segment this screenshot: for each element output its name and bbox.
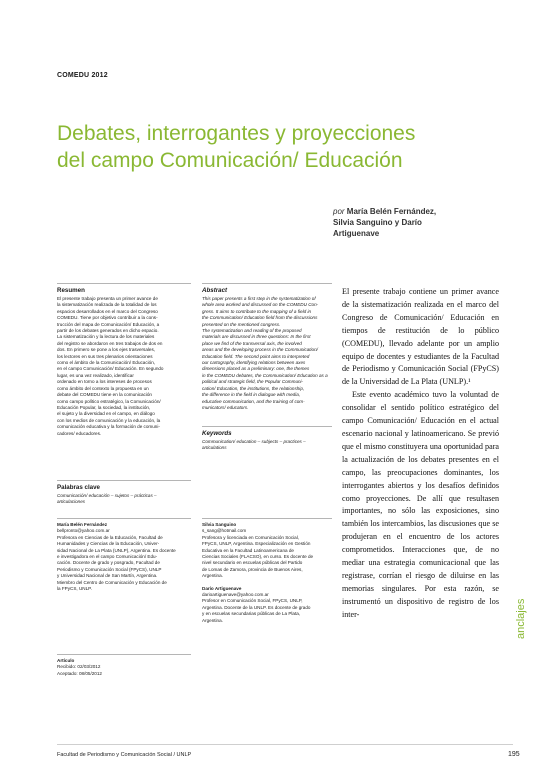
resumen-line: la sistematización realizada de la totalidad de los [57, 302, 157, 308]
palabras-text [57, 493, 195, 506]
abstract-line: presented on the mentioned congress. [202, 321, 281, 327]
author-left-line: Profesora en Ciencias de la Educación, Facultad de [57, 534, 163, 540]
articulo-section [57, 658, 195, 677]
author-left-line: y Universidad Nacional de San Martín, Argentina. [57, 573, 158, 579]
palabras-line: articulaciones [57, 499, 86, 505]
authors-prefix: por [333, 207, 345, 216]
abstract-line: The systematization and reading of the proposed [202, 328, 302, 334]
author-right-1-line: Profesora y licenciada en Comunicación Social, [202, 534, 300, 540]
resumen-line: debate del COMEDU tiene en la comunicación [57, 392, 152, 398]
resumen-line: como ámbito del contexto la propuesta en un [57, 385, 149, 391]
author-left-line: sidad Nacional de La Plata (UNLP), Argentina. Es docente [57, 547, 176, 553]
page-number: 195 [508, 751, 520, 758]
abstract-line: in the COMEDU debates, the Communication/ Education as a [202, 372, 328, 378]
author-right-1-line: nivel secundario en escuelas públicas del Partido [202, 560, 303, 566]
abstract-line: materials are discussed in three questions: In the first [202, 334, 311, 340]
author-right-1-line: FPyCS, UNLP, Argentina. Especialización en Gestión [202, 541, 311, 547]
footer-rule [57, 744, 513, 745]
articulo-heading: Artículo [57, 658, 75, 663]
authors-line-1: María Belén Fernández, [346, 207, 437, 216]
author-left-section [57, 522, 195, 592]
authors-line-3: Artiguenave [333, 229, 380, 238]
resumen-line: partir de los debates generados en dicho espacio. [57, 328, 159, 334]
authors-block [333, 206, 503, 239]
resumen-line: el sujeto y la diversidad en el campo, en diálogo [57, 411, 155, 417]
abstract-line: the difference in the field in dialogue with media, [202, 392, 301, 398]
resumen-line: comunicación educativa y la formación de comuni- [57, 424, 160, 430]
article-title [57, 120, 507, 174]
author-left-text [57, 535, 195, 593]
abstract-line: areas and the developing process in the Communication/ [202, 347, 318, 353]
author-left-line: Periodismo y Comunicación Social (FPyCS), UNLP [57, 566, 162, 572]
section-side-tab [511, 590, 533, 640]
resumen-line: como el ámbito de la Comunicación/ Educación, [57, 360, 156, 366]
author-right-1-line: Educativa en la Facultad Latinoamericana de [202, 547, 294, 553]
body-column [342, 286, 499, 622]
author-right-2-email: darioartiguenave@yahoo.com.ar [202, 592, 269, 598]
author-right-section [202, 522, 334, 624]
author-right-1-text [202, 535, 334, 580]
palabras-section [57, 484, 195, 506]
author-left-line: Miembro del Centro de Comunicación y Educación de [57, 579, 167, 585]
keywords-rule [202, 426, 332, 427]
author-left-line: la FPyCS, UNLP. [57, 586, 92, 592]
abstract-line: Education field. The second point aims to interpreted [202, 353, 310, 359]
resumen-line: en el campo Comunicación/ Educación. En segundo [57, 366, 164, 372]
header-label: COMEDU 2012 [57, 72, 108, 79]
resumen-line: trucción del mapa de Comunicación/ Educación, a [57, 321, 160, 327]
abstract-line: dimensions placed as a preliminary: one, the themes [202, 366, 310, 372]
resumen-line: La sistematización y la lectura de los materiales [57, 334, 155, 340]
abstract-line: political and strategic field, the Popular Communi- [202, 379, 304, 385]
resumen-line: cadores/ educadores. [57, 430, 102, 436]
resumen-line: Educación Popular, la sociedad, la institución, [57, 404, 151, 410]
footer-text: Facultad de Periodismo y Comunicación Social / UNLP [57, 752, 192, 758]
author-right-2-line: Argentina. Docente de la UNLP. Es docente de grado [202, 604, 311, 610]
abstract-line: educative communication, and the training of com- [202, 398, 305, 404]
abstract-heading: Abstract [202, 287, 228, 294]
author-right-2-line: y en escuelas secundarias públicas de La Plata, [202, 611, 301, 617]
abstract-text [202, 296, 334, 411]
palabras-line: Comunicación/ educación – sujetos – prácticas – [57, 493, 157, 498]
keywords-line: articulations [202, 445, 227, 451]
title-line-1: Debates, interrogantes y proyecciones [57, 122, 416, 145]
author-right-1-heading: Silvia Sanguino [202, 522, 237, 527]
abstract-line: This paper presents a first step in the systematization of [202, 296, 316, 301]
abstract-line: whole area worked and discussed on the COMEDU Con- [202, 302, 319, 308]
resumen-rule [57, 283, 191, 284]
resumen-heading: Resumen [57, 287, 85, 294]
author-right-1-line: Argentina. [202, 573, 223, 579]
articulo-accepted: Aceptado: 08/05/2012 [57, 670, 102, 676]
resumen-line: espacios desarrollados en el marco del Congreso [57, 308, 158, 314]
author-left-rule [57, 518, 191, 519]
resumen-line: como campo político estratégico, la Comunicación/ [57, 398, 161, 404]
title-line-2: del campo Comunicación/ Educación [57, 149, 403, 172]
resumen-line: dos. En primero se pone a los ejes trasversales, [57, 347, 156, 353]
author-right-2-line: Argentina. [202, 617, 223, 623]
abstract-line: municators/ educators. [202, 404, 249, 410]
author-right-1-line: Ciencias Sociales (FLACSO), en curso. Es docente de [202, 554, 314, 560]
resumen-section [57, 287, 195, 437]
author-left-line: cación. Docente de grado y posgrado, Facultad de [57, 560, 160, 566]
keywords-heading: Keywords [202, 430, 232, 437]
abstract-line: our cartography, identifying relations between axes [202, 360, 306, 366]
author-right-1-line: de Lomas de Zamora, provincia de Buenos Aires, [202, 566, 303, 572]
palabras-heading: Palabras clave [57, 484, 101, 491]
body-paragraph-2: Este evento académico tuvo la voluntad de consolidar el sentido político estratégico del campo Comunicación/ Educación en el actual escenario nacional y latinoamericano. Se previó que el mismo constituyera una oportunidad para la actualización de los debates presentes en el campo, las preocupaciones dominantes, los interrogantes abiertos y los desafíos definidos como proyecciones. De allí que resultasen importantes, no sólo las exposiciones, sino también los intercambios, las discusiones que se produjeran en el encuentro de los actores comprometidos. Interacciones que, de no mediar una estrategia comunicacional que las registrase, corrían el riesgo de diluirse en las memorias singulares. Por esta razón, se instrumentó un dispositivo de registro de los inter- [342, 390, 499, 619]
abstract-line: place we find of the transversal axis, the involved [202, 340, 302, 346]
abstract-line: gress. It aims to contribute to the mapping of a field in [202, 308, 312, 314]
author-right-2-text [202, 598, 334, 624]
resumen-line: lugar, es una vez realizado, identificar [57, 372, 134, 378]
abstract-line: cation/ Education, the institutions, the relationship, [202, 385, 305, 391]
author-right-rule [202, 518, 332, 519]
keywords-text [202, 439, 334, 452]
abstract-rule [202, 283, 332, 284]
author-left-line: e investigadora en el campo Comunicación/ Edu- [57, 554, 158, 560]
resumen-line: con los medios de comunicación y la educación, la [57, 417, 161, 423]
resumen-text [57, 296, 195, 437]
articulo-rule [57, 654, 191, 655]
resumen-line: los lectores en sus tres plenarios orientaciones [57, 353, 153, 359]
author-left-email: bellpronto@yahoo.com.ar [57, 528, 110, 534]
palabras-rule [57, 480, 191, 481]
author-right-2-line: Profesor en Comunicación Social, FPyCS, UNLP, [202, 598, 303, 604]
keywords-line: Communication/ education – subjects – practices – [202, 439, 306, 444]
body-paragraph-1: El presente trabajo contiene un primer avance de la sistematización realizada en el marco del Congreso de Comunicación/ Educación en tiempos de restitución de lo público (COMEDU), llevado adelante por un amplio equipo de docentes y estudiantes de la Facultad de Periodismo y Comunicación Social (FPyCS) de la Universidad de La Plata (UNLP).¹ [342, 287, 499, 387]
resumen-line: COMEDU. Tiene por objetivo contribuir a la cons- [57, 315, 158, 321]
authors-line-2: Silvia Sanguino y Darío [333, 218, 422, 227]
author-left-line: Humanidades y Ciencias de la Educación, Univer- [57, 541, 160, 547]
resumen-line: del registro se abordaron en tres trabajos de dos en [57, 340, 163, 346]
side-tab-label: anclajes [515, 598, 527, 639]
abstract-section [202, 287, 334, 411]
resumen-line: El presente trabajo presenta un primer avance de [57, 296, 158, 301]
abstract-line: the Communication/ Education field from the discussions [202, 315, 318, 321]
articulo-received: Recibido: 02/03/2012 [57, 664, 101, 670]
resumen-line: ordenado en torno a los intereses de procesos [57, 379, 152, 385]
author-left-heading: María Belén Fernández [57, 522, 108, 527]
author-right-1-email: s_sang@hotmail.com [202, 528, 247, 534]
author-right-2-heading: Darío Artiguenave [202, 585, 242, 591]
keywords-section [202, 430, 334, 452]
